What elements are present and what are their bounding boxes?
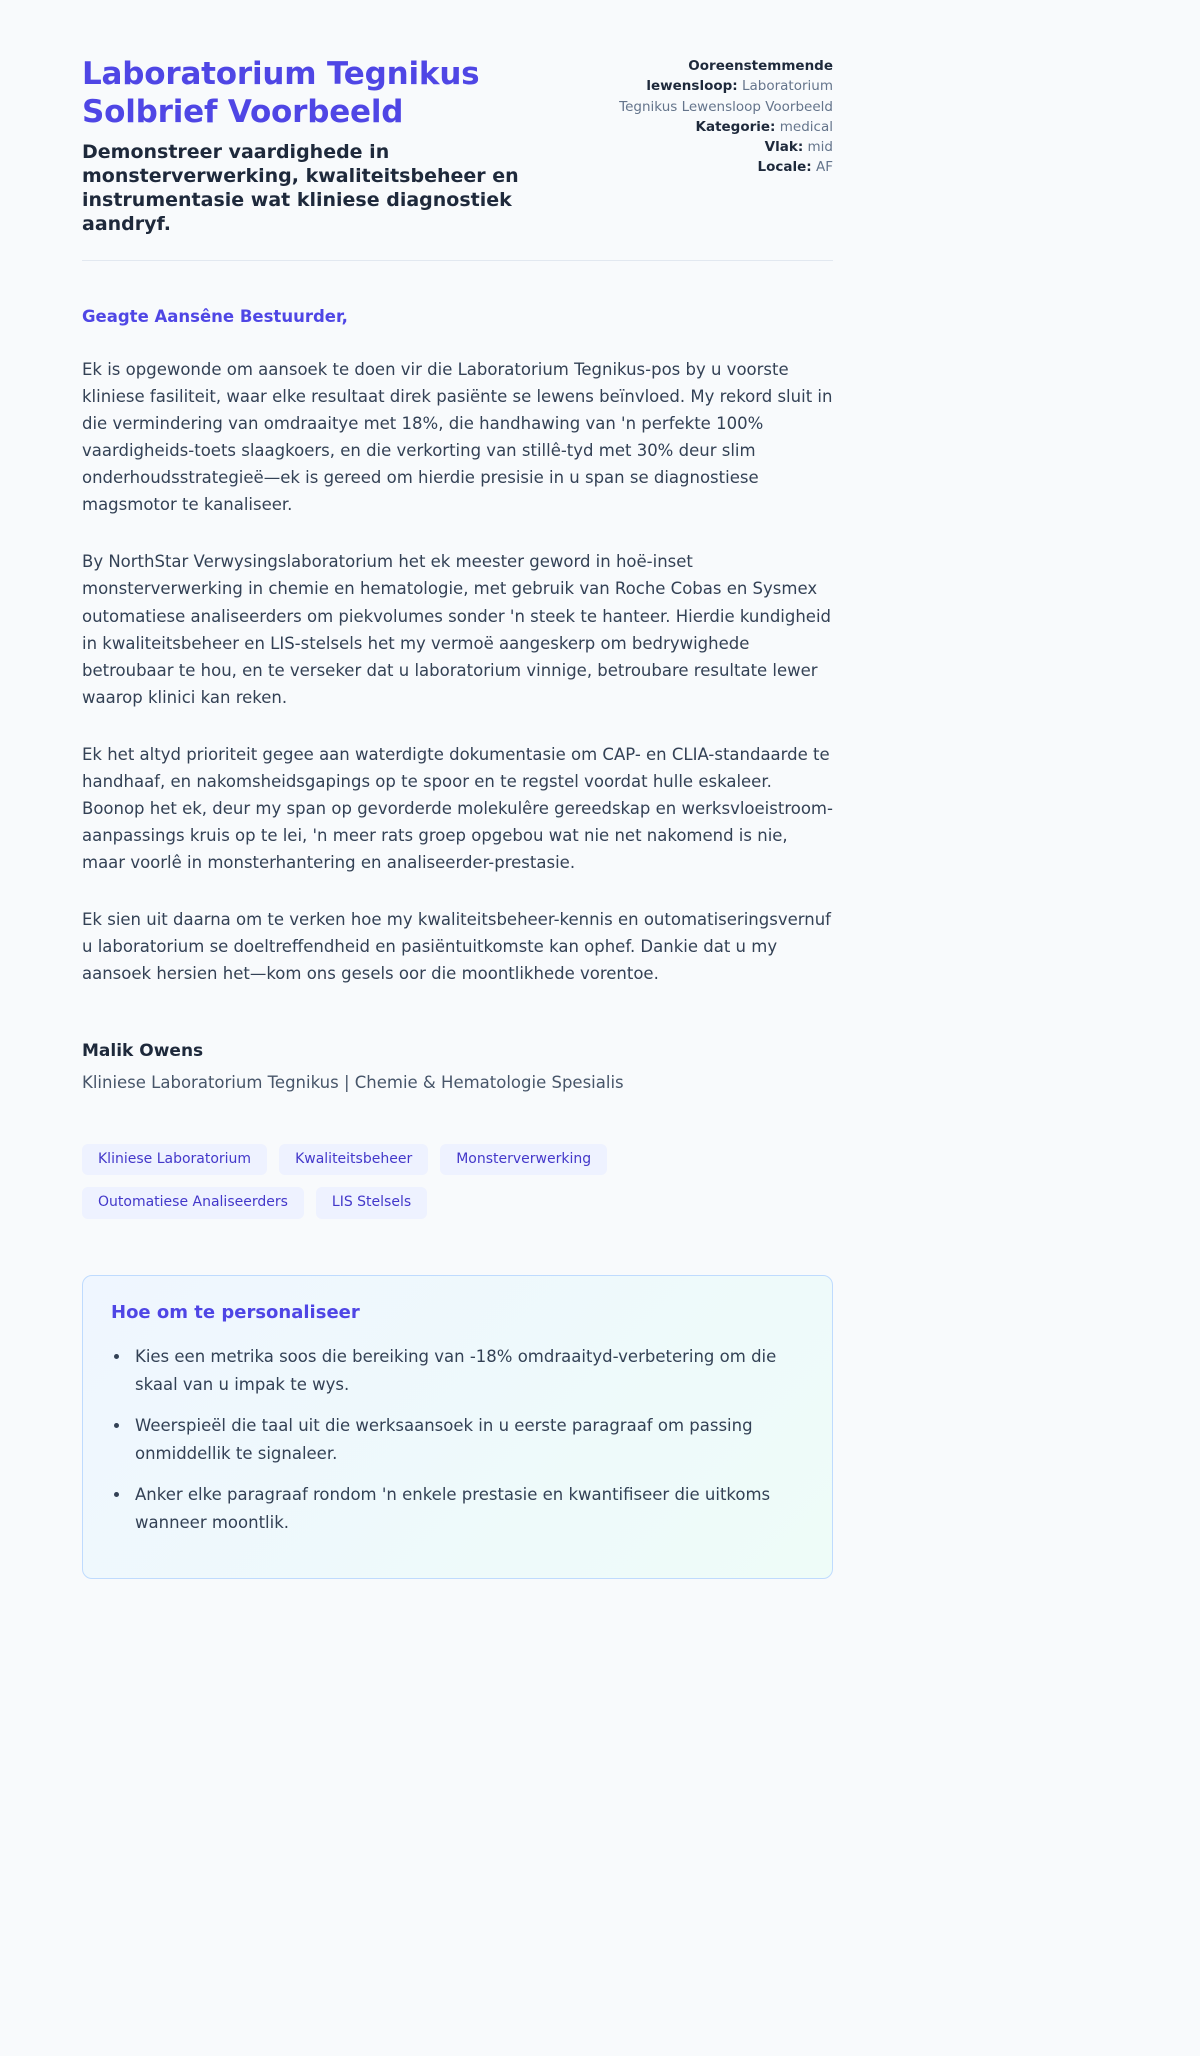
header-divider [82, 260, 833, 261]
page-title: Laboratorium Tegnikus Solbrief Voorbeeld [82, 56, 480, 130]
greeting: Geagte Aansêne Bestuurder, [82, 307, 348, 327]
meta-label: Locale: [757, 159, 812, 176]
tag-pill-monsterverwerking: Monsterverwerking [440, 1144, 607, 1175]
letter-paragraph-1: Ek is opgewonde om aansoek te doen vir die Laboratorium Tegnikus-pos by u voorste kliniese fasiliteit, waar elke resultaat direk pasiënte se lewens beïnvloed. My rekord sluit in die vermindering van omdraaitye met 18%, die handhawing van 'n perfekte 100% vaardigheids-toets slaagkoers, en die verkorting van stillê-tyd met 30% deur slim onderhoudsstrategieë—ek is gereed om hierdie presisie in u span se diagnostiese magsmotor te kanaliseer. [82, 360, 833, 515]
meta-row-level [603, 137, 833, 157]
tip-item-3: • Anker elke paragraaf rondom 'n enkele prestasie en kwantifiseer die uitkoms wanneer moontlik. [131, 1481, 804, 1537]
meta-row-category [603, 117, 833, 137]
meta-value: AF [815, 159, 833, 176]
tag-pill-kliniese-laboratorium: Kliniese Laboratorium [82, 1144, 267, 1175]
tag-list [82, 1144, 802, 1219]
title-block [82, 56, 582, 236]
personalization-tips-card [82, 1275, 833, 1579]
meta-value: mid [807, 139, 833, 155]
signature-name: Malik Owens [82, 1041, 204, 1062]
tip-item-1: • Kies een metrika soos die bereiking van -18% omdraaityd-verbetering om die skaal van u impak te wys. [131, 1343, 804, 1399]
tag-pill-kwaliteitsbeheer: Kwaliteitsbeheer [279, 1144, 428, 1175]
page-header [82, 56, 833, 236]
meta-value: medical [779, 118, 833, 135]
meta-row-locale [603, 157, 833, 177]
meta-value: Laboratorium Tegnikus Lewensloop Voorbeeld [619, 78, 833, 115]
tips-title: Hoe om te personaliseer [111, 1301, 360, 1323]
tag-pill-lis-stelsels: LIS Stelsels [316, 1187, 427, 1218]
signature-role: Kliniese Laboratorium Tegnikus | Chemie & Hematologie Spesialis [82, 1073, 624, 1093]
meta-label: Kategorie: [695, 118, 776, 135]
cover-letter-page [82, 0, 833, 1579]
letter-body [82, 307, 833, 1092]
letter-paragraph-4: Ek sien uit daarna om te verken hoe my kwaliteitsbeheer-kennis en outomatiseringsvernuf u laboratorium se doeltreffendheid en pasiëntuitkomste kan ophef. Dankie dat u my aansoek hersien het—kom ons gesels oor die moontlikhede vorentoe. [82, 909, 831, 984]
page-subtitle: Demonstreer vaardighede in monsterverwerking, kwaliteitsbeheer en instrumentasie wat kliniese diagnostiek aandryf. [82, 140, 519, 235]
tip-item-2: • Weerspieël die taal uit die werksaansoek in u eerste paragraaf om passing onmiddellik te signaleer. [131, 1412, 804, 1468]
tips-list [111, 1343, 804, 1537]
letter-paragraph-3: Ek het altyd prioriteit gegee aan waterdigte dokumentasie om CAP- en CLIA-standaarde te handhaaf, en nakomsheidsgapings op te spoor en te regstel voordat hulle eskaleer. Boonop het ek, deur my span op gevorderde molekulêre gereedskap en werksvloeistroom-aanpassings kruis op te lei, 'n meer rats groep opgebou wat nie net nakomend is nie, maar voorlê in monsterhantering en analiseerder-prestasie. [82, 744, 833, 872]
meta-panel [603, 56, 833, 178]
meta-label: Vlak: [764, 139, 804, 155]
meta-row-matching-resume [603, 56, 833, 117]
letter-paragraph-2: By NorthStar Verwysingslaboratorium het ek meester geword in hoë-inset monsterverwerking in chemie en hematologie, met gebruik van Roche Cobas en Sysmex outomatiese analiseerders om piekvolumes sonder 'n steek te hanteer. Hierdie kundigheid in kwaliteitsbeheer en LIS-stelsels het my vermoë aangeskerp om bedrywighede betroubaar te hou, en te verseker dat u laboratorium vinnige, betroubare resultate lewer waarop klinici kan reken. [82, 552, 832, 707]
meta-label: Ooreenstemmende lewensloop: [646, 58, 833, 95]
signature-block [82, 1041, 833, 1092]
tag-pill-outomatiese-analiseerders: Outomatiese Analiseerders [82, 1187, 304, 1218]
